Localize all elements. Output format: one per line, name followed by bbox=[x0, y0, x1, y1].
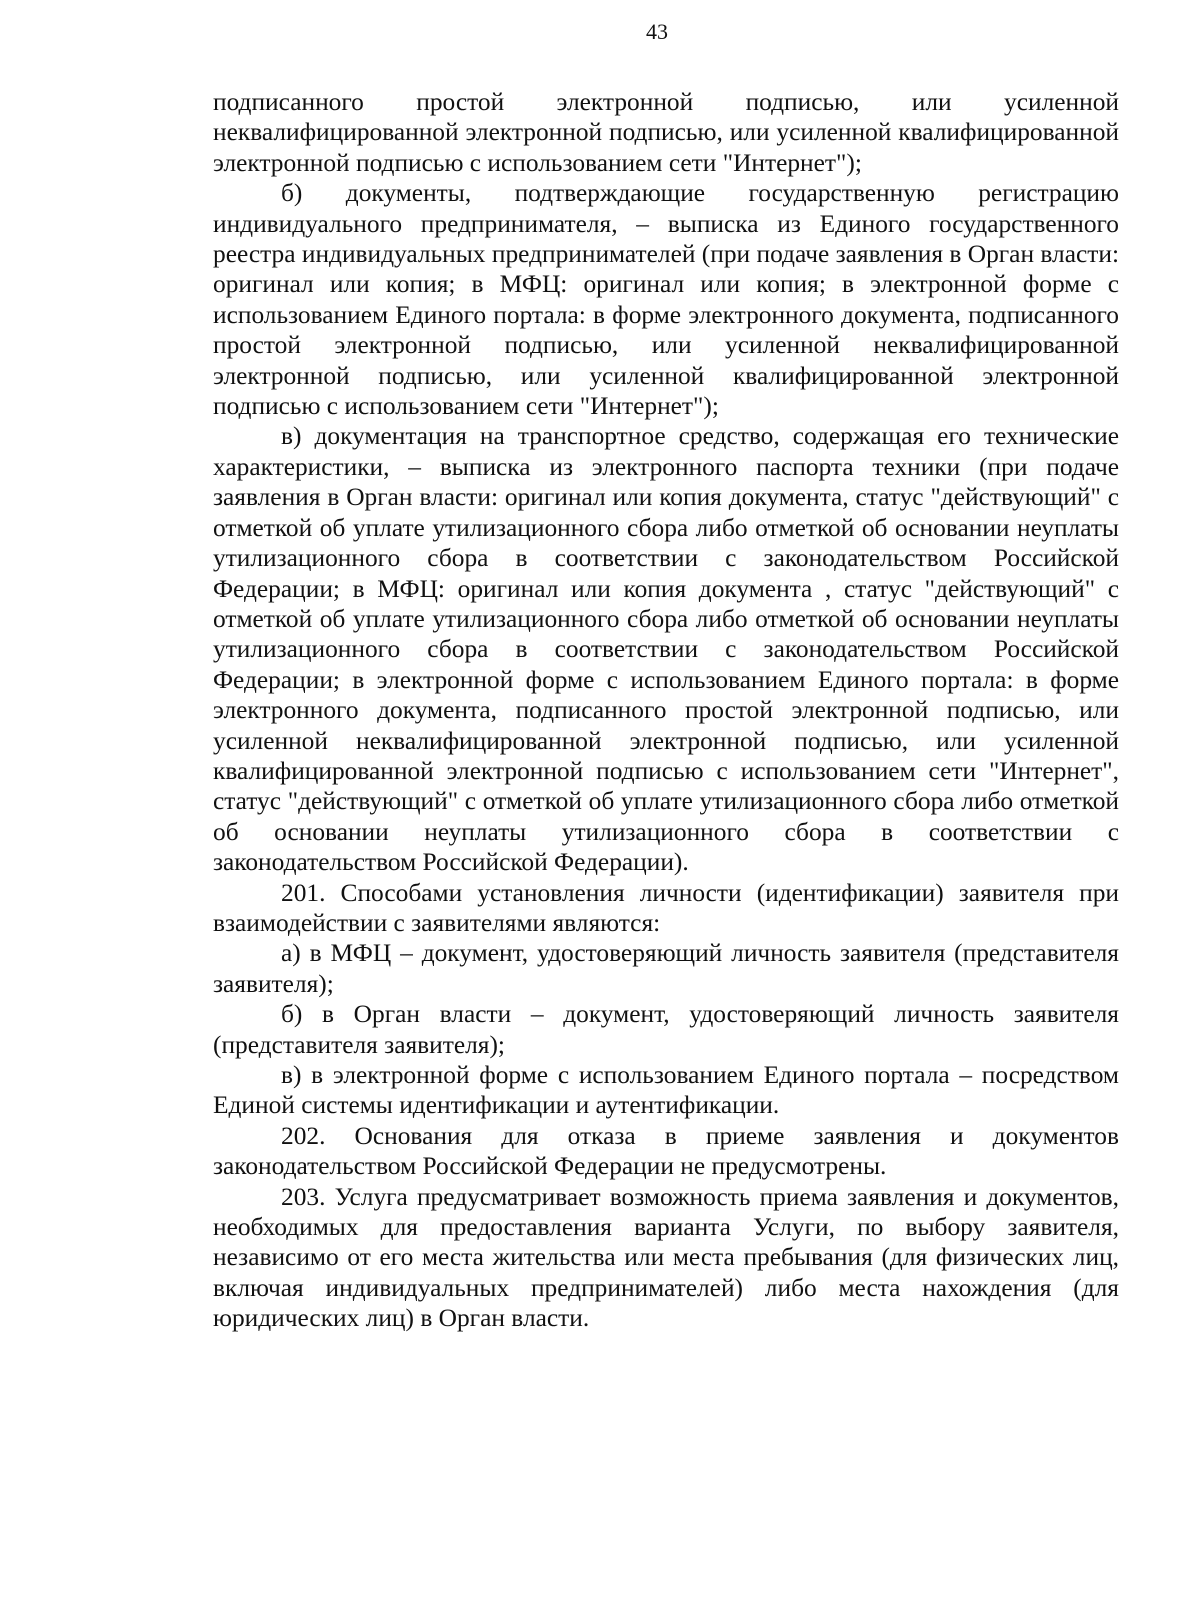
page-number: 43 bbox=[646, 19, 668, 44]
paragraph-201-item-v: в) в электронной форме с использованием Единого портала – посредством Единой системы идентификации и аутентификации. bbox=[213, 1061, 1119, 1120]
paragraph-item-v-vehicle-documentation: в) документация на транспортное средство, содержащая его технические характеристики, – выписка из электронного паспорта техники (при подаче заявления в Орган власти: оригинал или копия документа, статус "действующий" с отметкой об уплате утилизационного сбора либо отметкой об основании неуплаты утилизационного сбора в соответствии с законодательством Российской Федерации; в МФЦ: оригинал или копия документа , статус "действующий" с отметкой об уплате утилизационного сбора либо отметкой об основании неуплаты утилизационного сбора в соответствии с законодательством Российской Федерации; в электронной форме с использованием Единого портала: в форме электронного документа, подписанного простой электронной подписью, или усиленной неквалифицированной электронной подписью, или усиленной квалифицированной электронной подписью с использованием сети "Интернет", статус "действующий" с отметкой об уплате утилизационного сбора либо отметкой об основании неуплаты утилизационного сбора в соответствии с законодательством Российской Федерации). bbox=[213, 422, 1119, 877]
paragraph-201-identification-methods: 201. Способами установления личности (идентификации) заявителя при взаимодействии с заявителями являются: bbox=[213, 878, 1119, 937]
paragraph-continuation: подписанного простой электронной подписью, или усиленной неквалифицированной электронной подписью, или усиленной квалифицированной электронной подписью с использованием сети "Интернет"); bbox=[213, 88, 1119, 177]
paragraph-202-refusal-grounds: 202. Основания для отказа в приеме заявления и документов законодательством Российской Федерации не предусмотрены. bbox=[213, 1121, 1119, 1181]
paragraph-item-b-ip-registration: б) документы, подтверждающие государственную регистрацию индивидуального предпринимателя, – выписка из Единого государственного реестра индивидуальных предпринимателей (при подаче заявления в Орган власти: оригинал или копия; в МФЦ: оригинал или копия; в электронной форме с использованием Единого портала: в форме электронного документа, подписанного простой электронной подписью, или усиленной неквалифицированной электронной подписью, или усиленной квалифицированной электронной подписью с использованием сети "Интернет"); bbox=[213, 179, 1119, 421]
paragraph-201-item-b: б) в Орган власти – документ, удостоверяющий личность заявителя (представителя заявителя); bbox=[213, 1000, 1119, 1059]
document-body bbox=[213, 87, 1119, 1334]
paragraph-203-service-acceptance: 203. Услуга предусматривает возможность приема заявления и документов, необходимых для предоставления варианта Услуги, по выбору заявителя, независимо от его места жительства или места пребывания (для физических лиц, включая индивидуальных предпринимателей) либо места нахождения (для юридических лиц) в Орган власти. bbox=[213, 1182, 1119, 1333]
paragraph-201-item-a: а) в МФЦ – документ, удостоверяющий личность заявителя (представителя заявителя); bbox=[213, 939, 1119, 998]
